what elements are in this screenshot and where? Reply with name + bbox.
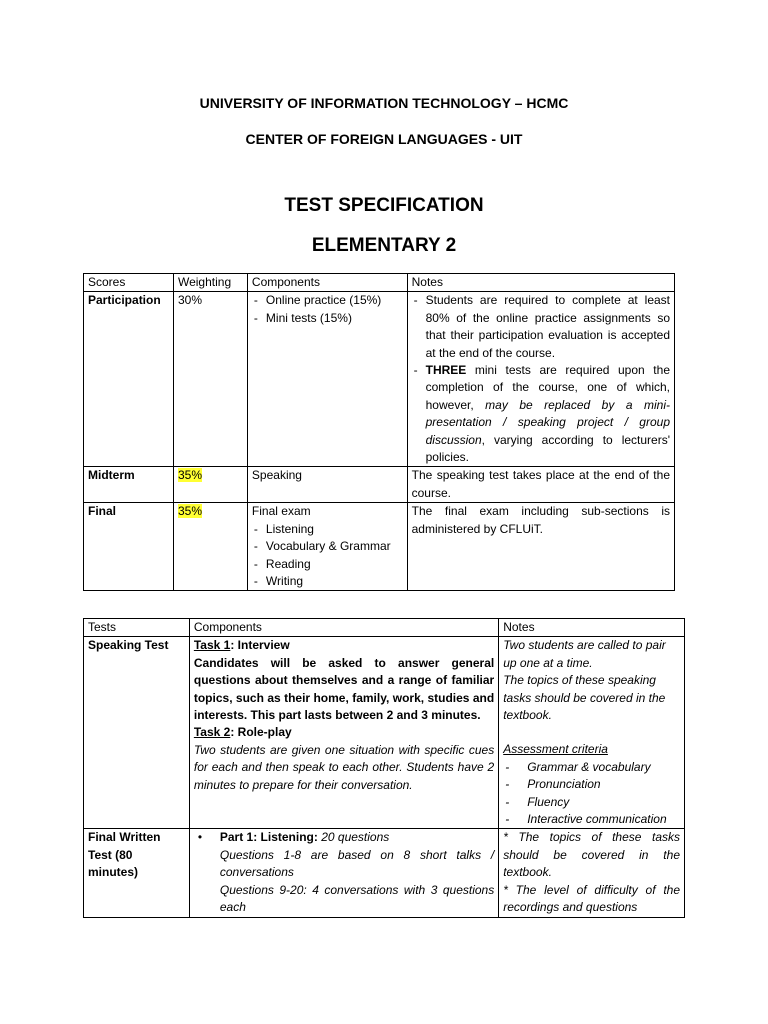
task-title: : Role-play xyxy=(230,725,292,740)
scores-table xyxy=(83,273,675,591)
center-heading: CENTER OF FOREIGN LANGUAGES - UIT xyxy=(245,131,523,147)
components-cell: Speaking xyxy=(247,467,407,503)
criteria-title: Assessment criteria xyxy=(503,742,608,757)
weight-cell: 30% xyxy=(173,292,247,467)
part-label: Part 1: Listening: xyxy=(219,830,318,845)
table-row xyxy=(84,637,685,829)
highlighted-weight: 35% xyxy=(177,468,202,483)
header-cell: Weighting xyxy=(173,274,247,292)
note-text: * The level of difficulty of the recordings and questions xyxy=(503,882,680,915)
score-cell: Participation xyxy=(84,292,174,467)
components-cell xyxy=(189,829,498,917)
bullet-icon: • xyxy=(197,830,203,845)
list-item xyxy=(412,362,670,466)
notes-cell xyxy=(499,829,685,917)
header-cell: Components xyxy=(247,274,407,292)
emphasis-text: THREE xyxy=(425,363,467,378)
notes-cell: The speaking test takes place at the end of the course. xyxy=(407,467,674,503)
components-cell xyxy=(247,292,407,467)
note-text: mini tests are required upon the completion of the course, one of which, however, xyxy=(425,363,670,412)
task-description: Two students are given one situation with specific cues for each and then speak to each other. Students have 2 minutes to prepare for their conversation. xyxy=(193,742,495,792)
note-text: The topics of these speaking tasks should be covered in the textbook. xyxy=(503,673,666,723)
list-item: - Listening xyxy=(252,521,403,538)
note-text: , varying according to lecturers' policies. xyxy=(425,432,670,465)
task-heading xyxy=(194,724,494,741)
tests-table xyxy=(83,618,685,918)
highlighted-weight: 35% xyxy=(177,504,202,519)
header-cell: Notes xyxy=(499,619,685,637)
components-cell xyxy=(247,503,407,591)
notes-cell xyxy=(499,637,685,829)
notes-cell: The final exam including sub-sections is administered by CFLUiT. xyxy=(407,503,674,591)
task-description: Candidates will be asked to answer general questions about themselves and a range of familiar topics, such as their home, family, work, studies and interests. This part lasts between 2 and 3 minutes. xyxy=(193,655,495,723)
weight-cell xyxy=(173,503,247,591)
page-title: TEST SPECIFICATION xyxy=(284,195,484,216)
spacer xyxy=(503,724,680,741)
level-title: ELEMENTARY 2 xyxy=(311,235,457,256)
list-item xyxy=(194,829,494,846)
list-item: - Vocabulary & Grammar xyxy=(252,538,403,555)
test-cell: Speaking Test xyxy=(84,637,190,829)
components-cell xyxy=(189,637,498,829)
list-item: - Fluency xyxy=(503,794,680,811)
list-item: - Students are required to complete at least 80% of the online practice assignments so that their participation evaluation is accepted at the end of the course. xyxy=(412,292,670,362)
list-item: - Interactive communication xyxy=(503,811,680,828)
component-title: Final exam xyxy=(251,504,311,519)
header-cell: Tests xyxy=(84,619,190,637)
task-label: Task 1 xyxy=(193,638,231,653)
table-row xyxy=(84,292,675,467)
header-cell: Notes xyxy=(407,274,674,292)
note-text: * The topics of these tasks should be covered in the textbook. xyxy=(503,830,680,880)
list-item: - Grammar & vocabulary xyxy=(503,759,680,776)
list-item: - Mini tests (15%) xyxy=(252,310,403,327)
note-italic-text: may be replaced by a mini-presentation / speaking project / group discussion xyxy=(425,397,670,447)
table-row xyxy=(84,467,675,503)
score-cell: Final xyxy=(84,503,174,591)
task-heading xyxy=(194,637,494,654)
task-label: Task 2 xyxy=(193,725,231,740)
list-item: - Online practice (15%) xyxy=(252,292,403,309)
table-header-row xyxy=(84,274,675,292)
university-heading: UNIVERSITY OF INFORMATION TECHNOLOGY – HCMC xyxy=(199,95,569,111)
table-header-row xyxy=(84,619,685,637)
part-description: Questions 9-20: 4 conversations with 3 questions each xyxy=(219,882,495,915)
table-row xyxy=(84,829,685,917)
task-title: : Interview xyxy=(230,638,290,653)
part-description: Questions 1-8 are based on 8 short talks / conversations xyxy=(219,847,495,880)
notes-cell xyxy=(407,292,674,467)
list-item: - Writing xyxy=(252,573,403,590)
list-item: - Pronunciation xyxy=(503,776,680,793)
score-cell: Midterm xyxy=(84,467,174,503)
header-cell: Components xyxy=(189,619,498,637)
table-row xyxy=(84,503,675,591)
list-item: - Reading xyxy=(252,556,403,573)
note-text: Two students are called to pair up one at a time. xyxy=(503,638,666,670)
weight-cell xyxy=(173,467,247,503)
header-cell: Scores xyxy=(84,274,174,292)
part-count: 20 questions xyxy=(317,830,390,845)
test-cell: Final Written Test (80 minutes) xyxy=(84,829,190,917)
